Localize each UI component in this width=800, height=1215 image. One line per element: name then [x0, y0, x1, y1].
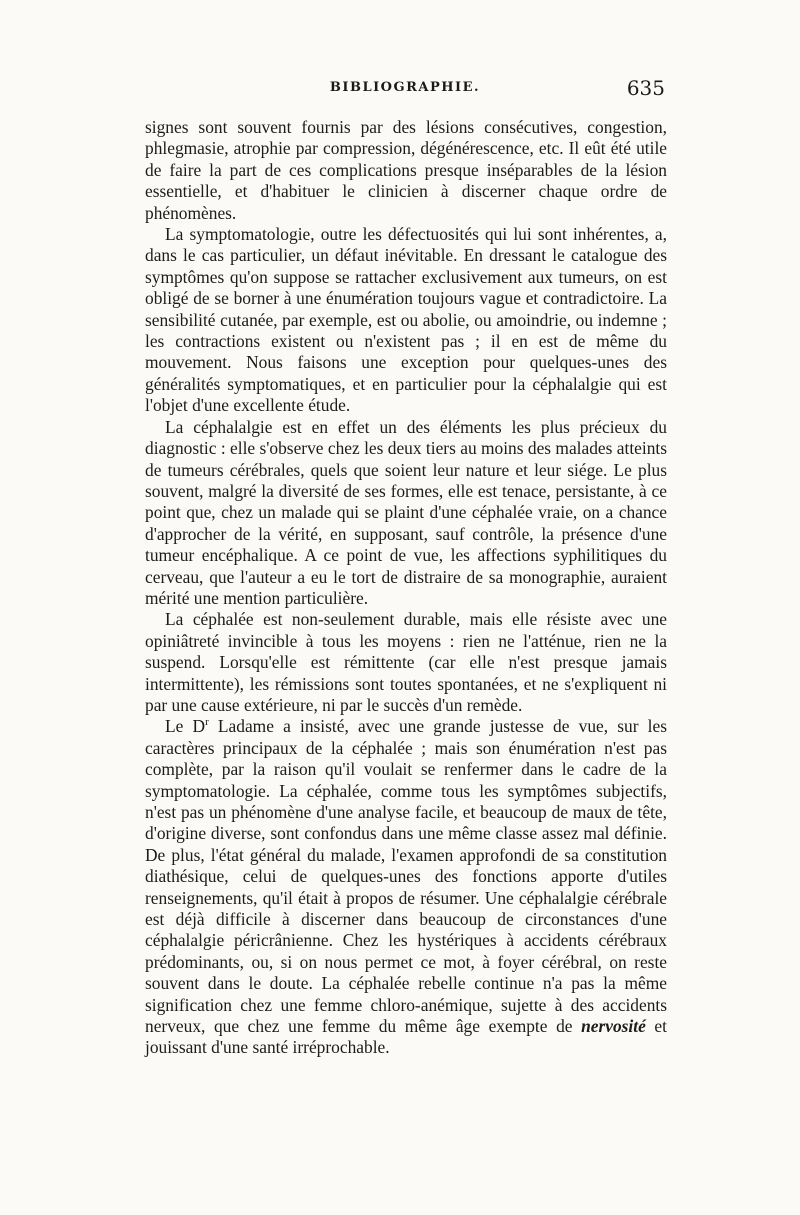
paragraph-3: La céphalalgie est en effet un des éléments les plus précieux du diagnostic : elle s'observe chez les deux tiers au moins des malades atteints de tumeurs cérébrales, quels que soient leur nature et leur siége. Le plus souvent, malgré la diversité de ses formes, elle est tenace, persistante, à ce point que, chez un malade qui se plaint d'une céphalée vraie, on a chance d'approcher de la vérité, en supposant, sauf contrôle, la présence d'une tumeur encéphalique. A ce point de vue, les affections syphilitiques du cerveau, que l'auteur a eu le tort de distraire de sa monographie, auraient mérité une mention particulière. — [145, 416, 667, 608]
page-header — [145, 76, 665, 110]
paragraph-5-emphasis: nervosité — [581, 1016, 646, 1037]
paragraph-5 — [145, 716, 667, 1059]
paragraph-2: La symptomatologie, outre les défectuosités qui lui sont inhérentes, a, dans le cas particulier, un défaut inévitable. En dressant le catalogue des symptômes qu'on suppose se rattacher exclusivement aux tumeurs, on est obligé de se borner à une énumération toujours vague et contradictoire. La sensibilité cutanée, par exemple, est ou abolie, ou amoindrie, ou indemne ; les contractions existent ou n'existent pas ; il en est de même du mouvement. Nous faisons une exception pour quelques-unes des généralités symptomatiques, et en particulier pour la céphalalgie qui est l'objet d'une excellente étude. — [145, 224, 667, 416]
paragraph-5-superscript: r — [205, 716, 209, 729]
running-title: BIBLIOGRAPHIE. — [329, 80, 481, 95]
body-text — [145, 117, 667, 1059]
paragraph-5-tail: et jouissant d'une santé irréprochable. — [145, 1016, 667, 1058]
paragraph-4: La céphalée est non-seulement durable, mais elle résiste avec une opiniâtreté invincible à tous les moyens : rien ne l'atténue, rien ne la suspend. Lorsqu'elle est rémittente (car elle n'est presque jamais intermittente), les rémissions sont toutes spontanées, et ne s'expliquent ni par une cause extérieure, ni par le succès d'un remède. — [145, 609, 667, 715]
paragraph-5-body: Ladame a insisté, avec une grande justesse de vue, sur les caractères principaux de la céphalée ; mais son énumération n'est pas complète, par la raison qu'il voulait se renfermer dans le cadre de la symptomatologie. La céphalée, comme tous les symptômes subjectifs, n'est pas un phénomène d'une analyse facile, et beaucoup de maux de tête, d'origine diverse, sont confondus dans une même classe assez mal définie. De plus, l'état général du malade, l'examen approfondi de sa constitution diathésique, celui de quelques-unes des fonctions apporte d'utiles renseignements, qu'il était à propos de résumer. Une céphalalgie cérébrale est déjà difficile à discerner dans beaucoup de circonstances d'une céphalalgie péricrânienne. Chez les hystériques à accidents cérébraux prédominants, ou, si on nous permet ce mot, à foyer cérébral, on reste souvent dans le doute. La céphalée rebelle continue n'a pas la même signification chez une femme chloro-anémique, sujette à des accidents nerveux, que chez une femme du même âge exempte de — [145, 716, 668, 1037]
page-number: 635 — [626, 76, 665, 100]
paragraph-5-lead: Le D — [165, 716, 206, 737]
paragraph-1: signes sont souvent fournis par des lésions consécutives, congestion, phlegmasie, atrophie par compression, dégénérescence, etc. Il eût été utile de faire la part de ces complications presque inséparables de la lésion essentielle, et d'habituer le clinicien à discerner chaque ordre de phénomènes. — [145, 117, 667, 223]
